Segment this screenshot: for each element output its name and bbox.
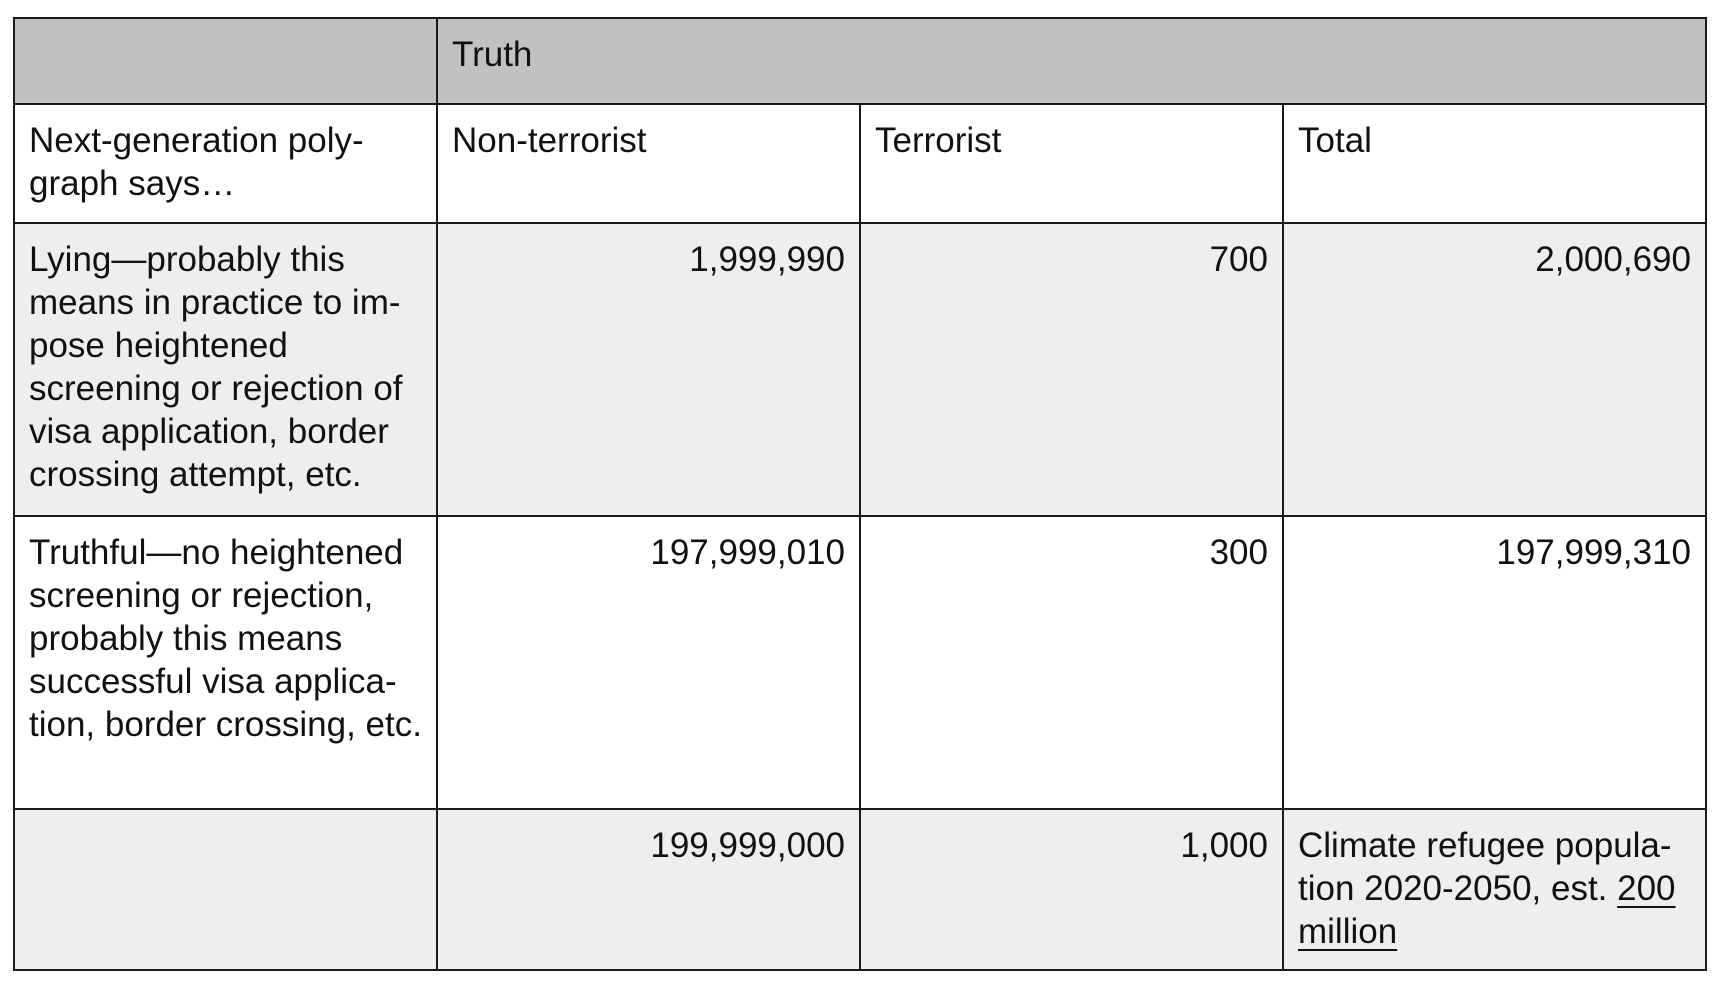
row-label-truthful: Truthful—no heightened screening or rejection, probably this means successful visa applica-tion, border crossing, etc. — [14, 516, 437, 809]
row-label-header: Next-generation poly-graph says… — [14, 104, 437, 223]
totals-row — [14, 809, 1706, 970]
population-note-text: Climate refugee popula-tion 2020-2050, est. — [1298, 826, 1672, 908]
confusion-matrix-table — [13, 17, 1707, 971]
column-header-terrorist: Terrorist — [860, 104, 1283, 223]
row-label-lying: Lying—probably this means in practice to im-pose heightened screening or rejection of visa application, border crossing attempt, etc. — [14, 223, 437, 516]
column-header-total: Total — [1283, 104, 1706, 223]
cell-total-non-terrorist: 199,999,000 — [437, 809, 860, 970]
cell-lying-non-terrorist: 1,999,990 — [437, 223, 860, 516]
cell-truthful-total: 197,999,310 — [1283, 516, 1706, 809]
totals-row-label — [14, 809, 437, 970]
column-header-row — [14, 104, 1706, 223]
table-row — [14, 516, 1706, 809]
corner-cell — [14, 18, 437, 104]
population-estimate-link[interactable]: 200 million — [1298, 869, 1676, 951]
table-row — [14, 223, 1706, 516]
table-header-row — [14, 18, 1706, 104]
cell-lying-total: 2,000,690 — [1283, 223, 1706, 516]
column-header-non-terrorist: Non-terrorist — [437, 104, 860, 223]
cell-truthful-terrorist: 300 — [860, 516, 1283, 809]
cell-lying-terrorist: 700 — [860, 223, 1283, 516]
population-note-cell — [1283, 809, 1706, 970]
cell-truthful-non-terrorist: 197,999,010 — [437, 516, 860, 809]
cell-total-terrorist: 1,000 — [860, 809, 1283, 970]
truth-header: Truth — [437, 18, 1706, 104]
